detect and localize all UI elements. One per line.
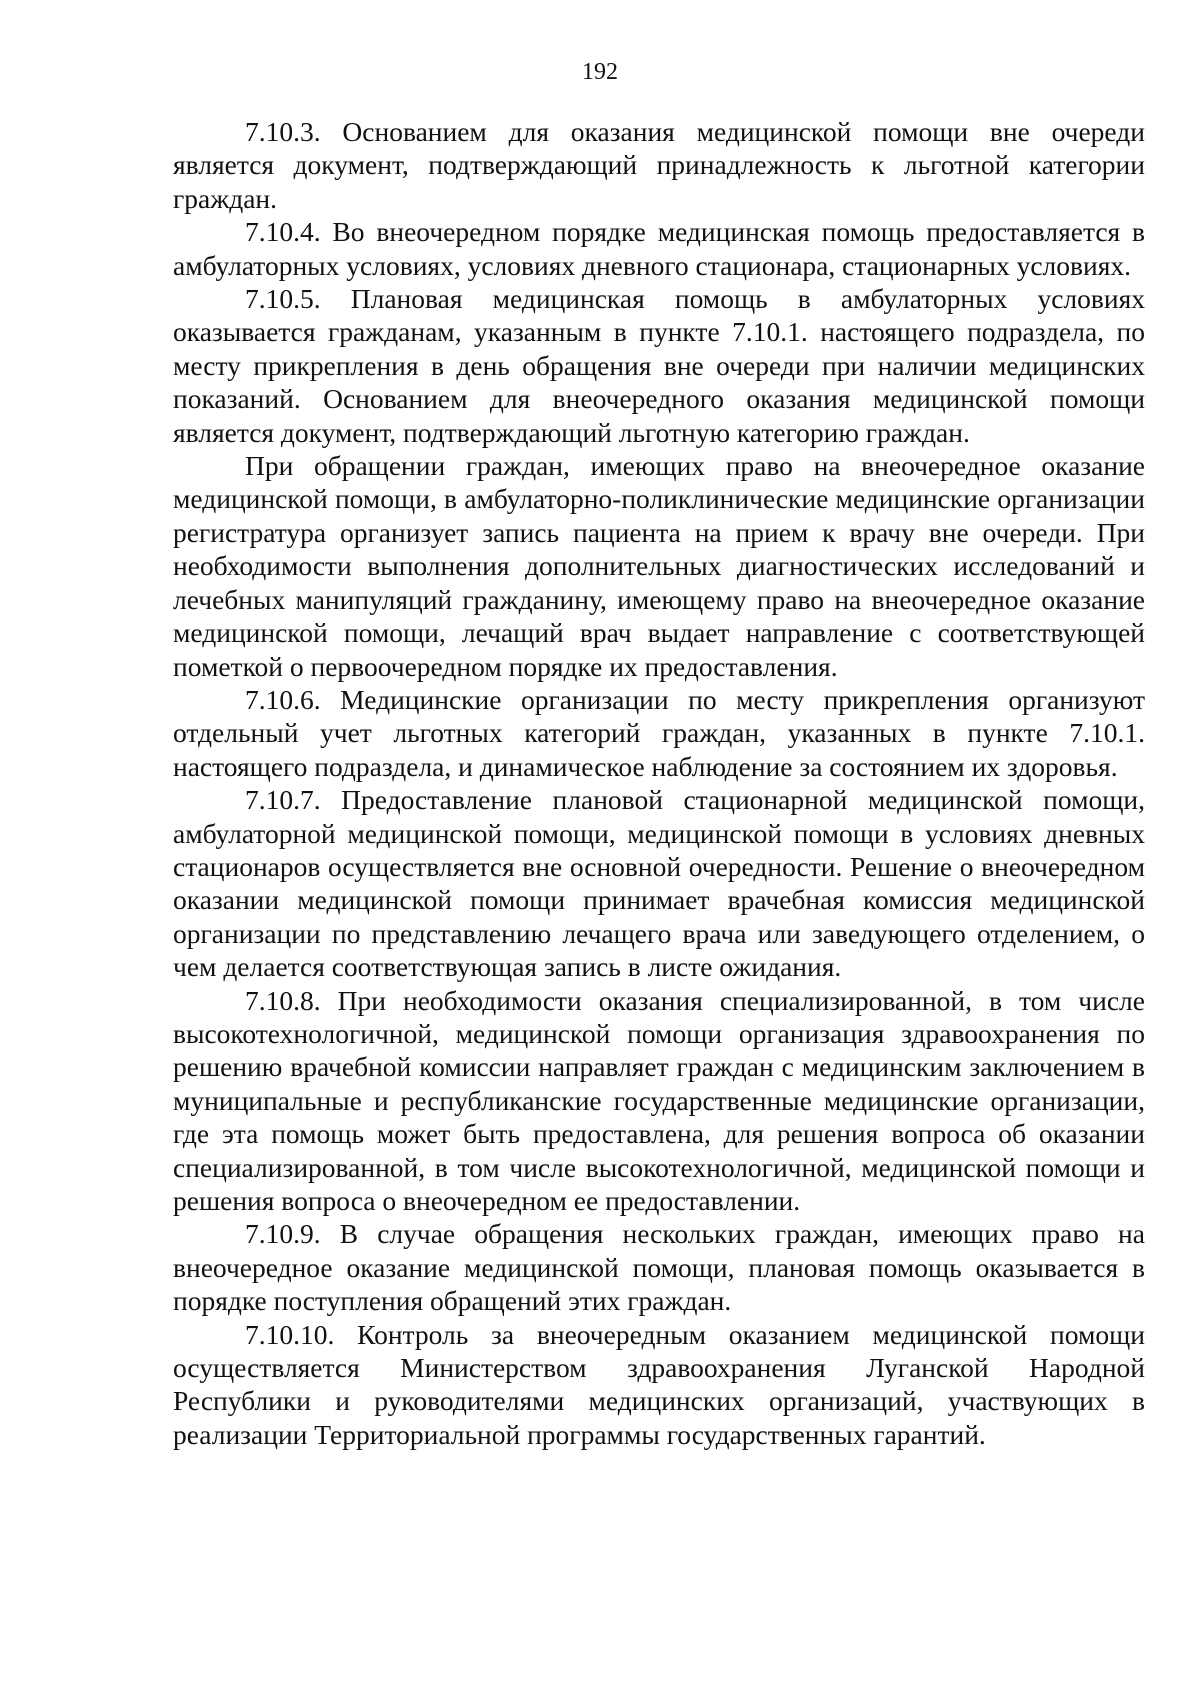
page-number: 192 [582,59,618,85]
paragraph-7-10-10: 7.10.10. Контроль за внеочередным оказанием медицинской помощи осуществляется Министерством здравоохранения Луганской Народной Республики и руководителями медицинских организаций, участвующих в реализации Территориальной программы государственных гарантий. [173,1318,1145,1450]
paragraph-7-10-7: 7.10.7. Предоставление плановой стационарной медицинской помощи, амбулаторной медицинской помощи, медицинской помощи в условиях дневных стационаров осуществляется вне основной очередности. Решение о внеочередном оказании медицинской помощи принимает врачебная комиссия медицинской организации по представлению лечащего врача или заведующего отделением, о чем делается соответствующая запись в листе ожидания. [173,784,1145,983]
paragraph-7-10-8: 7.10.8. При необходимости оказания специализированной, в том числе высокотехнологичной, медицинской помощи организация здравоохранения по решению врачебной комиссии направляет граждан с медицинским заключением в муниципальные и республиканские государственные медицинские организации, где эта помощь может быть предоставлена, для решения вопроса об оказании специализированной, в том числе высокотехнологичной, медицинской помощи и решения вопроса о внеочередном ее предоставлении. [173,984,1145,1216]
paragraph-7-10-3: 7.10.3. Основанием для оказания медицинской помощи вне очереди является документ, подтверждающий принадлежность к льготной категории граждан. [173,116,1145,214]
paragraph-7-10-5-continued: При обращении граждан, имеющих право на внеочередное оказание медицинской помощи, в амбулаторно-поликлинические медицинские организации регистратура организует запись пациента на прием к врачу вне очереди. При необходимости выполнения дополнительных диагностических исследований и лечебных манипуляций гражданину, имеющему право на внеочередное оказание медицинской помощи, лечащий врач выдает направление с соответствующей пометкой о первоочередном порядке их предоставления. [173,450,1145,682]
paragraph-7-10-5: 7.10.5. Плановая медицинская помощь в амбулаторных условиях оказывается гражданам, указанным в пункте 7.10.1. настоящего подраздела, по месту прикрепления в день обращения вне очереди при наличии медицинских показаний. Основанием для внеочередного оказания медицинской помощи является документ, подтверждающий льготную категорию граждан. [173,283,1145,448]
document-body [173,115,1145,1451]
paragraph-7-10-6: 7.10.6. Медицинские организации по месту прикрепления организуют отдельный учет льготных категорий граждан, указанных в пункте 7.10.1. настоящего подраздела, и динамическое наблюдение за состоянием их здоровья. [173,683,1145,782]
paragraph-7-10-9: 7.10.9. В случае обращения нескольких граждан, имеющих право на внеочередное оказание медицинской помощи, плановая помощь оказывается в порядке поступления обращений этих граждан. [173,1218,1145,1317]
paragraph-7-10-4: 7.10.4. Во внеочередном порядке медицинская помощь предоставляется в амбулаторных условиях, условиях дневного стационара, стационарных условиях. [173,216,1145,281]
